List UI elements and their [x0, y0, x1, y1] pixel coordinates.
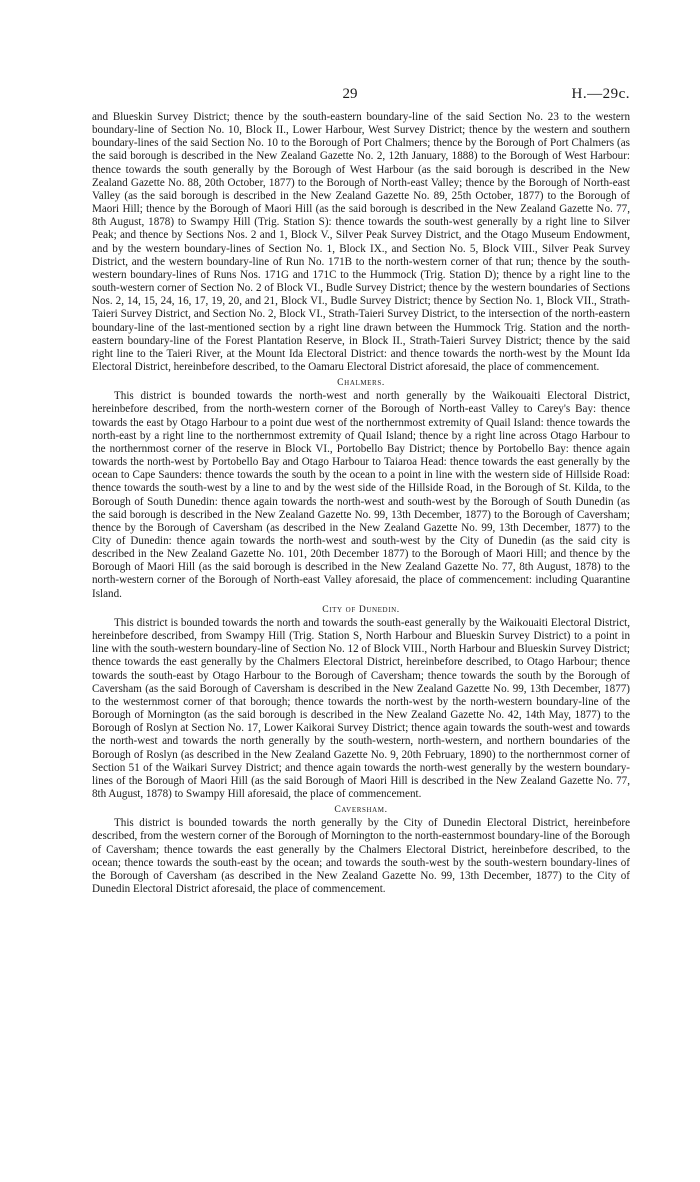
section-heading-chalmers: Chalmers.: [337, 377, 385, 389]
section-heading-city-of-dunedin: City of Dunedin.: [322, 603, 400, 615]
page-header: [0, 86, 700, 106]
document-reference: H.—29c.: [571, 86, 630, 102]
section-body-chalmers: This district is bounded towards the north-west and north generally by the Waikouaiti Electoral District, hereinbefore described, from the north-western corner of the Borough of North-east Valley to Carey's Bay: thence towards the east by Otago Harbour to a point due west of the northernmost extremity of Quail Island: thence towards the north-east by a right line to the northernmost extremity of Quail Island; thence by a right line across Otago Harbour to the northernmost corner of the reserve in Block VI., Portobello Bay District; thence by Portobello Bay: thence again towards the north-west by Portobello Bay and Otago Harbour to Taiaroa Head: thence towards the east generally by the ocean to Cape Saunders: thence towards the south by the ocean to a point in line with the western side of Hillside Road: thence towards the south-west by a line to and by the west side of the Hillside Road, in the Borough of St. Kilda, to the Borough of South Dunedin: thence again towards the north-west and south-west by the Borough of South Dunedin (as the said borough is described in the New Zealand Gazette No. 99, 13th December, 1877) to the Borough of Caversham; thence by the Borough of Caversham (as described in the New Zealand Gazette No. 99, 13th December, 1877) to the City of Dunedin: thence again towards the north-west and south-west by the City of Dunedin (as the said city is described in the New Zealand Gazette No. 101, 20th December 1877) to the Borough of Maori Hill; and thence by the Borough of Maori Hill (as the said borough is described in the New Zealand Gazette No. 77, 8th August, 1878) to the north-western corner of the Borough of North-east Valley aforesaid, the place of commencement: including Quarantine Island.: [92, 390, 630, 600]
document-body: [92, 111, 630, 896]
continuation-paragraph: and Blueskin Survey District; thence by the south-eastern boundary-line of the said Section No. 23 to the western boundary-line of Section No. 10, Block II., Lower Harbour, West Survey District; thence by the western and southern boundary-lines of the said Section No. 10 to the Borough of Port Chalmers; thence by the Borough of Port Chalmers (as the said borough is described in the New Zealand Gazette No. 2, 12th January, 1888) to the Borough of West Harbour: thence towards the south generally by the Borough of West Harbour (as the said borough is described in the New Zealand Gazette No. 88, 20th October, 1877) to the Borough of North-east Valley; thence by the Borough of North-east Valley (as the said borough is described in the New Zealand Gazette No. 89, 25th October, 1877) to the Borough of Maori Hill; thence by the Borough of Maori Hill (as the said borough is described in the New Zealand Gazette No. 77, 8th August, 1878) to Swampy Hill (Trig. Station S): thence towards the south-west generally by a right line to Silver Peak; and thence by Sections Nos. 2 and 1, Block V., Silver Peak Survey District, and the Otago Museum Endowment, and by the western boundary-lines of Section No. 1, Block IX., and Section No. 5, Block VIII., Silver Peak Survey District, and the western boundary-line of Run No. 171B to the north-western corner of that run; thence by the south-western boundary-lines of Runs Nos. 171G and 171C to the Hummock (Trig. Station D); thence by a right line to the south-western corner of Section No. 2 of Block VI., Budle Survey District; thence by the western boundaries of Sections Nos. 2, 14, 15, 24, 16, 17, 19, 20, and 21, Block VI., Budle Survey District; thence by Section No. 1, Block VII., Strath-Taieri Survey District, and Section No. 2, Block VI., Strath-Taieri Survey District, to the intersection of the north-eastern boundary-line of the last-mentioned section by a right line drawn between the Hummock Trig. Station and the north-eastern boundary-line of the Forest Plantation Reserve, in Block II., Strath-Taieri Survey District; thence by the said right line to the Taieri River, at the Mount Ida Electoral District: and thence towards the north-west by the Mount Ida Electoral District, hereinbefore described, to the Oamaru Electoral District aforesaid, the place of commencement.: [92, 111, 630, 373]
section-body-caversham: This district is bounded towards the north generally by the City of Dunedin Electoral District, hereinbefore described, from the western corner of the Borough of Mornington to the north-easternmost boundary-line of the Borough of Caversham; thence towards the east generally by the Chalmers Electoral District, hereinbefore described, to the ocean; thence towards the south-east by the ocean; and towards the south-west by the south-western boundary-lines of the Borough of Caversham (as described in the New Zealand Gazette No. 99, 13th December, 1877) to the City of Dunedin Electoral District aforesaid, the place of commencement.: [92, 817, 630, 896]
section-body-city-of-dunedin: This district is bounded towards the north and towards the south-east generally by the Waikouaiti Electoral District, hereinbefore described, from Swampy Hill (Trig. Station S, North Harbour and Blueskin Survey District) to a point in line with the south-western boundary-line of Section No. 12 of Block VIII., North Harbour and Blueskin Survey District; thence towards the east generally by the Chalmers Electoral District, hereinbefore described, to Otago Harbour; thence towards the south-east by Otago Harbour to the Borough of Caversham; thence towards the south by the Borough of Caversham (as the said Borough of Caversham is described in the New Zealand Gazette No. 99, 13th December, 1877) to the westernmost corner of that borough; thence towards the north-west by the north-western boundary-line of the Borough of Mornington (as the said borough is described in the New Zealand Gazette No. 42, 14th May, 1877) to the Borough of Roslyn at Section No. 17, Lower Kaikorai Survey District; thence again towards the south-west and towards the north-west and towards the north generally by the south-western, north-western, and northern boundaries of the Borough of Roslyn (as described in the New Zealand Gazette No. 9, 20th February, 1890) to the northernmost corner of Section 51 of the Waikari Survey District; and thence again towards the north-west generally by the western boundary-lines of the Borough of Maori Hill (as the said Borough of Maori Hill is described in the New Zealand Gazette No. 77, 8th August, 1878) to Swampy Hill aforesaid, the place of commencement.: [92, 616, 630, 800]
section-heading-caversham: Caversham.: [334, 804, 388, 816]
page-number: 29: [342, 86, 358, 102]
